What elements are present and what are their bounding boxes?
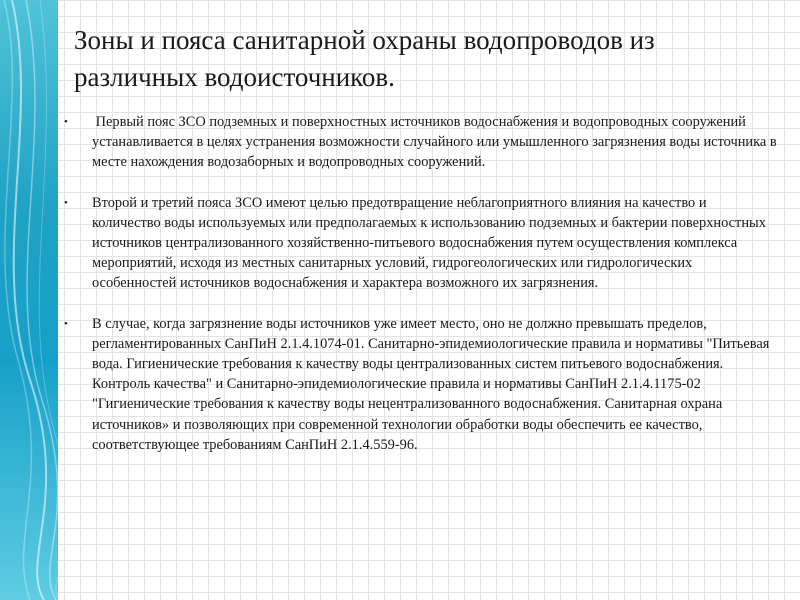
bullet-dot-icon: •	[64, 116, 68, 128]
slide-title: Зоны и пояса санитарной охраны водопроводов из различных водоисточников.	[74, 25, 655, 92]
bullet-text: Второй и третий пояса ЗСО имеют целью предотвращение неблагоприятного влияния на качество и количество воды используемых или предполагаемых к использованию подземных и бактерии поверхностных источников централизованного хозяйственно-питьевого водоснабжения путем осуществления комплекса мероприятий, исходя из местных санитарных условий, гидрогеологических или гидрологических особенностей источников водоснабжения и характера возможного их загрязнения.	[92, 194, 766, 292]
bullet-item	[62, 112, 778, 173]
bullet-dot-icon: •	[64, 317, 68, 330]
bullet-item	[62, 314, 778, 455]
bullet-text: Первый пояс ЗСО подземных и поверхностных источников водоснабжения и водопроводных сооружений устанавливается в целях устранения возможности случайного или умышленного загрязнения воды источника в месте нахождения водозаборных и водопроводных сооружений.	[92, 114, 777, 171]
bullet-text: В случае, когда загрязнение воды источников уже имеет место, оно не должно превышать пределов, регламентированных СанПиН 2.1.4.1074-01. Санитарно-эпидемиологические правила и нормативы "Питьевая вода. Гигиенические требования к качеству воды централизованных систем питьевого водоснабжения. Контроль качества" и Санитарно-эпидемиологические правила и нормативы СанПиН 2.1.4.1175-02 "Гигиенические требования к качеству воды нецентрализованного водоснабжения. Санитарная охрана источников» и позволяющих при современной технологии обработки воды обеспечить ее качество, соответствующее требованиям СанПиН 2.1.4.559-96.	[92, 315, 770, 453]
wave-decoration	[0, 0, 58, 600]
bullet-dot-icon: •	[64, 196, 68, 209]
bullet-item	[62, 193, 778, 294]
decorative-side-band	[0, 0, 58, 600]
bullet-list	[62, 112, 778, 475]
